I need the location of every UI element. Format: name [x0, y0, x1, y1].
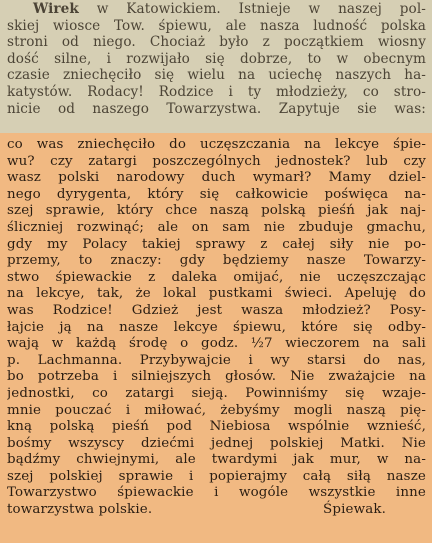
body-line: szej polskiej sprawie i popierajmy całą siłą nasze — [7, 468, 426, 484]
body-line: łajcie ją na nasze lekcye śpiewu, które się odby- — [7, 319, 426, 335]
intro-line: czasie zniechęciło się wielu na uciechę naszych ha- — [7, 67, 426, 84]
intro-text-block — [7, 1, 426, 117]
intro-line-text: w Katowickiem. Istnieje w naszej pol- — [78, 1, 426, 17]
body-line: stwo śpiewackie z daleka omijać, nie uczęszczając — [7, 269, 426, 285]
body-line: jednostki, co zatargi sieją. Powinniśmy się wzaje- — [7, 385, 426, 401]
body-line: p. Lachmanna. Przybywajcie i wy starsi do nas, — [7, 352, 426, 368]
body-line: nego dyrygenta, który się całkowicie poświęca na- — [7, 186, 426, 202]
body-line: bośmy wszyscy dziećmi jednej polskiej Matki. Nie — [7, 435, 426, 451]
body-line: Towarzystwo śpiewackie i wogóle wszystkie inne — [7, 485, 426, 501]
body-line: wasz polski narodowy duch wymarł? Mamy dziel- — [7, 170, 426, 186]
body-line: mnie pouczać i miłować, żebyśmy mogli naszą pię- — [7, 402, 426, 418]
article-intro-section — [0, 0, 432, 133]
body-line: bądźmy chwiejnymi, ale twardymi jak mur, w na- — [7, 452, 426, 468]
intro-line: katystów. Rodacy! Rodzice i ty młodzieży, co stro- — [7, 83, 426, 100]
closing-line — [7, 502, 426, 519]
body-line: co was zniechęciło do uczęszczania na lekcye śpie- — [7, 137, 426, 152]
body-line: wają w każdą środę o godz. ½7 wieczorem na sali — [7, 336, 426, 352]
intro-line: stroni od niego. Chociaż było z początkiem wiosny — [7, 34, 426, 51]
body-line: przemy, to znaczy: gdy będziemy nasze Towarzy- — [7, 253, 426, 269]
intro-line — [7, 1, 426, 18]
body-text-block — [7, 137, 426, 519]
body-line: szej sprawie, który chce naszą polską pieśń jak naj- — [7, 203, 426, 219]
closing-text: towarzystwa polskie. — [7, 502, 153, 518]
body-line: kną polską pieśń pod Niebiosa wspólnie wznieść, — [7, 419, 426, 435]
intro-line: nicie od naszego Towarzystwa. Zapytuje sie was: — [7, 100, 426, 117]
article-body-section — [0, 133, 432, 543]
author-signature: Śpiewak. — [323, 502, 386, 518]
intro-line: dość silne, i rozwijało się dobrze, to w obecnym — [7, 50, 426, 67]
body-line: was Rodzice! Gdzież jest wasza młodzież? Posy- — [7, 302, 426, 318]
body-line: na lekcye, tak, że lokal pustkami świeci. Apeluję do — [7, 286, 426, 302]
article-headword: Wirek — [33, 1, 79, 17]
body-line: śliczniej rozwinąć; ale on sam nie zbuduje gmachu, — [7, 219, 426, 235]
body-line: bo potrzeba i silniejszych głosów. Nie zważajcie na — [7, 369, 426, 385]
body-line: wu? czy zatargi poszczególnych jednostek? lub czy — [7, 153, 426, 169]
intro-line: skiej wiosce Tow. śpiewu, ale nasza ludność polska — [7, 17, 426, 34]
body-line: gdy my Polacy takiej sprawy z całej siły nie po- — [7, 236, 426, 252]
